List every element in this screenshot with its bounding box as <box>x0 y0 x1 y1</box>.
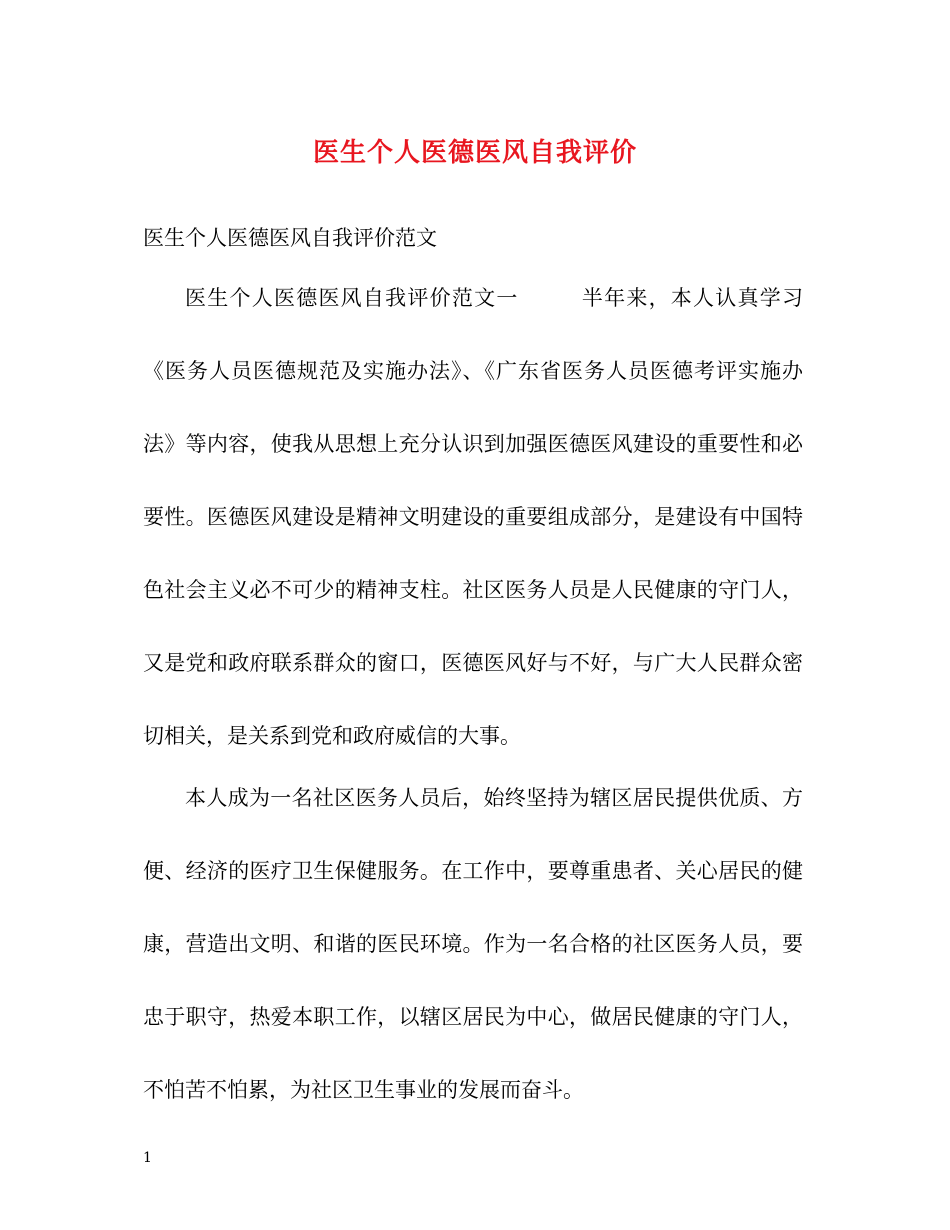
document-title: 医生个人医德医风自我评价 <box>312 138 637 168</box>
paragraph-1-heading: 医生个人医德医风自我评价范文一 <box>185 286 519 310</box>
paragraph-2: 本人成为一名社区医务人员后，始终坚持为辖区居民提供优质、方便、经济的医疗卫生保健服务。在工作中，要尊重患者、关心居民的健康，营造出文明、和谐的医民环境。作为一名合格的社区医务人员，要忠于职守，热爱本职工作，以辖区居民为中心，做居民健康的守门人，不怕苦不怕累，为社区卫生事业的发展而奋斗。 <box>143 786 803 1102</box>
document-subtitle: 医生个人医德医风自我评价范文 <box>143 226 437 250</box>
page-number: 1 <box>143 1150 152 1166</box>
paragraph-1 <box>143 262 803 773</box>
paragraph-1-body: 半年来，本人认真学习《医务人员医德规范及实施办法》、《广东省医务人员医德考评实施办法》等内容，使我从思想上充分认识到加强医德医风建设的重要性和必要性。医德医风建设是精神文明建设的重要组成部分，是建设有中国特色社会主义必不可少的精神支柱。社区医务人员是人民健康的守门人，又是党和政府联系群众的窗口，医德医风好与不好，与广大人民群众密切相关，是关系到党和政府威信的大事。 <box>143 286 804 748</box>
